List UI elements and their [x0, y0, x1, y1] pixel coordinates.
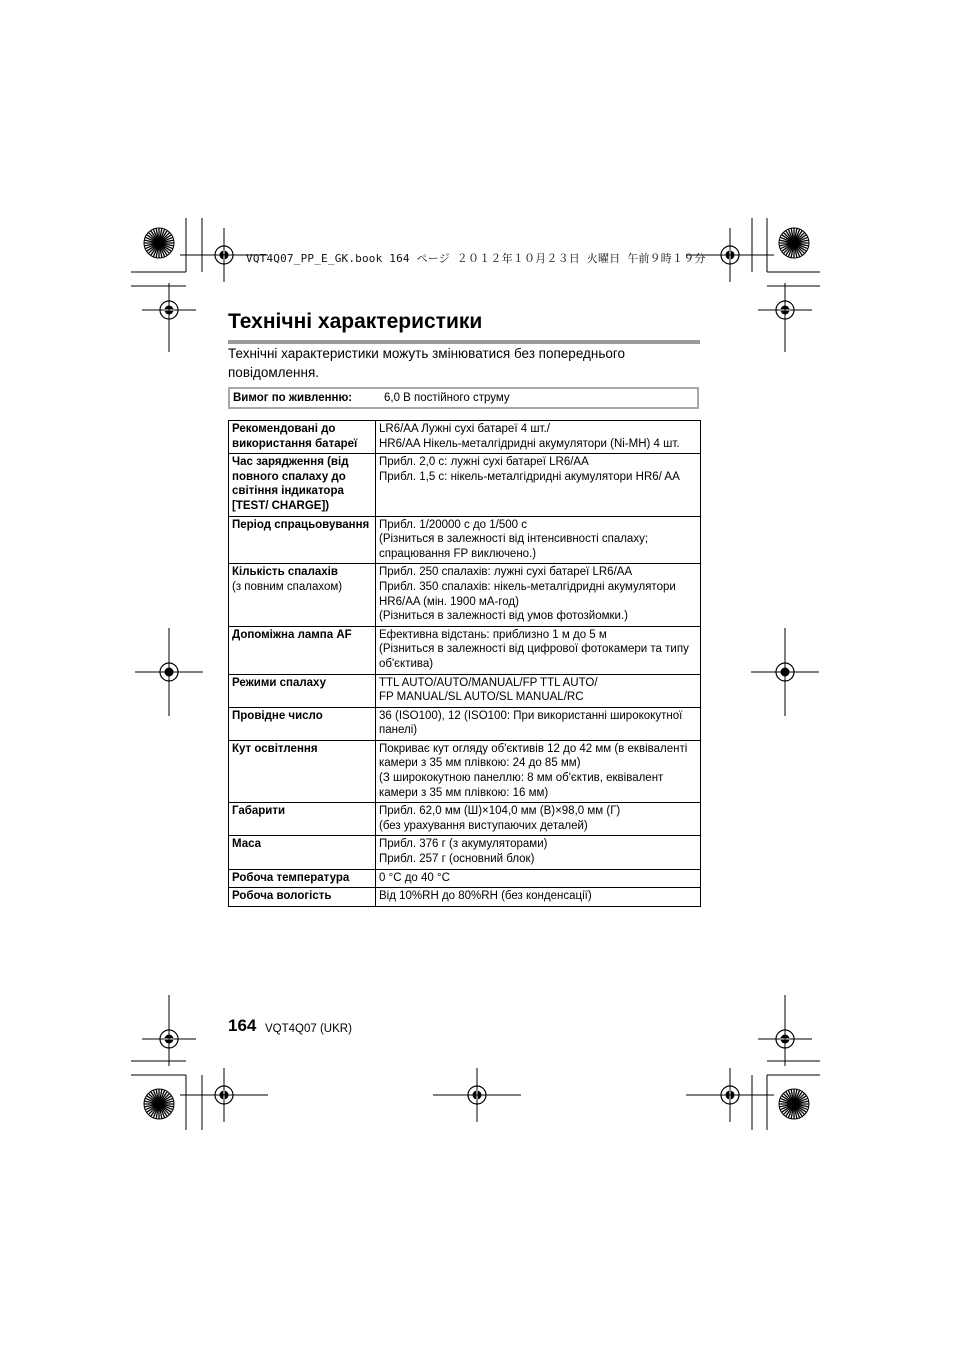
table-row: [229, 421, 701, 454]
table-row: [229, 707, 701, 740]
spec-name: [229, 707, 376, 740]
spec-name-text: Допоміжна лампа AF: [232, 628, 352, 641]
spec-value-line: LR6/AA Лужні сухі батареї 4 шт./: [379, 423, 550, 435]
spec-name: [229, 516, 376, 564]
spec-name-text: Рекомендовані до використання батареї: [232, 423, 358, 450]
spec-name-text: Провідне число: [232, 709, 323, 722]
spec-name-text: Час зарядження (від повного спалаху до світіння індикатора [TEST/ CHARGE]): [232, 456, 349, 512]
spec-value-line: Ефективна відстань: приблизно 1 м до 5 м: [379, 628, 607, 641]
page-title: Технічні характеристики: [228, 310, 483, 333]
specifications-table: [228, 420, 701, 907]
spec-value-line: Від 10%RH до 80%RH (без конденсації): [379, 890, 592, 903]
spec-name-note: (з повним спалахом): [232, 580, 343, 593]
spec-value-line: Прибл. 1,5 с: нікель-металгідридні акумулятори HR6/ AA: [379, 470, 680, 483]
spec-value-line: Покриває кут огляду об'єктивів 12 до 42 мм (в еквіваленті камери з 35 мм плівкою: 24 до 85 мм): [379, 742, 688, 770]
table-row: [229, 674, 701, 707]
spec-name: [229, 869, 376, 888]
spec-value-line: 0 °C до 40 °C: [379, 871, 450, 884]
spec-name-text: Робоча температура: [232, 871, 350, 884]
spec-name-text: Габарити: [232, 805, 286, 818]
power-requirement-box: [228, 387, 699, 409]
spec-name-text: Маса: [232, 838, 262, 851]
table-row: [229, 626, 701, 674]
spec-value-line: (без урахування виступаючих деталей): [379, 819, 588, 832]
spec-value-line: Прибл. 350 спалахів: нікель-металгідридні акумулятори HR6/AA (мін. 1900 мА-год): [379, 580, 676, 608]
spec-value-line: Прибл. 2,0 с: лужні сухі батареї LR6/AA: [379, 456, 589, 469]
spec-value: [376, 564, 701, 626]
spec-name: [229, 421, 376, 454]
spec-value: [376, 626, 701, 674]
page-number: 164: [228, 1016, 257, 1035]
spec-value: [376, 707, 701, 740]
spec-value-line: (Різниться в залежності від інтенсивності спалаху; спрацювання FP виключено.): [379, 533, 649, 560]
spec-value-line: (Різниться в залежності від умов фотозйомки.): [379, 610, 628, 623]
spec-name: [229, 803, 376, 836]
spec-value-line: Прибл. 376 г (з акумуляторами): [379, 838, 548, 851]
spec-value: [376, 803, 701, 836]
power-value: 6,0 В постійного струму: [384, 392, 510, 404]
table-row: [229, 564, 701, 626]
spec-value: [376, 888, 701, 907]
spec-name-text: Кількість спалахів: [232, 566, 338, 579]
intro-text: Технічні характеристики можуть змінюватися без попереднього повідомлення.: [228, 346, 626, 380]
spec-value-line: Прибл. 62,0 мм (Ш)×104,0 мм (В)×98,0 мм (Г): [379, 805, 621, 818]
spec-value: [376, 421, 701, 454]
file-info-header: VQT4Q07_PP_E_GK.book 164 ページ ２０１２年１０月２３日 火曜日 午前９時１９分: [246, 252, 706, 265]
table-row: [229, 454, 701, 516]
spec-value: [376, 454, 701, 516]
spec-name: [229, 740, 376, 802]
spec-value: [376, 674, 701, 707]
spec-value-line: (Різниться в залежності від цифрової фотокамери та типу об'єктива): [379, 643, 689, 670]
spec-name: [229, 454, 376, 516]
document-code: VQT4Q07 (UKR): [265, 1023, 352, 1035]
spec-value: [376, 836, 701, 869]
spec-name: [229, 626, 376, 674]
spec-value-line: Прибл. 257 г (основний блок): [379, 853, 535, 866]
spec-value: [376, 740, 701, 802]
spec-value-line: Прибл. 1/20000 с до 1/500 с: [379, 518, 527, 531]
table-row: [229, 516, 701, 564]
spec-value-line: FP MANUAL/SL AUTO/SL MANUAL/RC: [379, 691, 584, 704]
table-row: [229, 740, 701, 802]
spec-value-line: (З ширококутною панеллю: 8 мм об'єктив, еквівалент камери з 35 мм плівкою: 16 мм): [379, 772, 664, 799]
table-row: [229, 888, 701, 907]
power-label: Вимог по живленню:: [233, 392, 353, 404]
spec-name: [229, 564, 376, 626]
spec-value-line: HR6/AA Нікель-металгідридні акумулятори (Ni-MH) 4 шт.: [379, 437, 680, 450]
spec-value: [376, 516, 701, 564]
spec-value: [376, 869, 701, 888]
spec-name: [229, 836, 376, 869]
spec-name-text: Робоча вологість: [232, 890, 332, 903]
spec-name-text: Період спрацьовування: [232, 518, 370, 531]
spec-name: [229, 674, 376, 707]
table-row: [229, 869, 701, 888]
spec-name: [229, 888, 376, 907]
spec-value-line: Прибл. 250 спалахів: лужні сухі батареї LR6/AA: [379, 566, 633, 579]
table-row: [229, 803, 701, 836]
spec-name-text: Кут освітлення: [232, 742, 318, 755]
table-row: [229, 836, 701, 869]
spec-value-line: 36 (ISO100), 12 (ISO100: При використанні ширококутної панелі): [379, 709, 683, 737]
spec-value-line: TTL AUTO/AUTO/MANUAL/FP TTL AUTO/: [379, 676, 598, 689]
spec-name-text: Режими спалаху: [232, 676, 326, 689]
